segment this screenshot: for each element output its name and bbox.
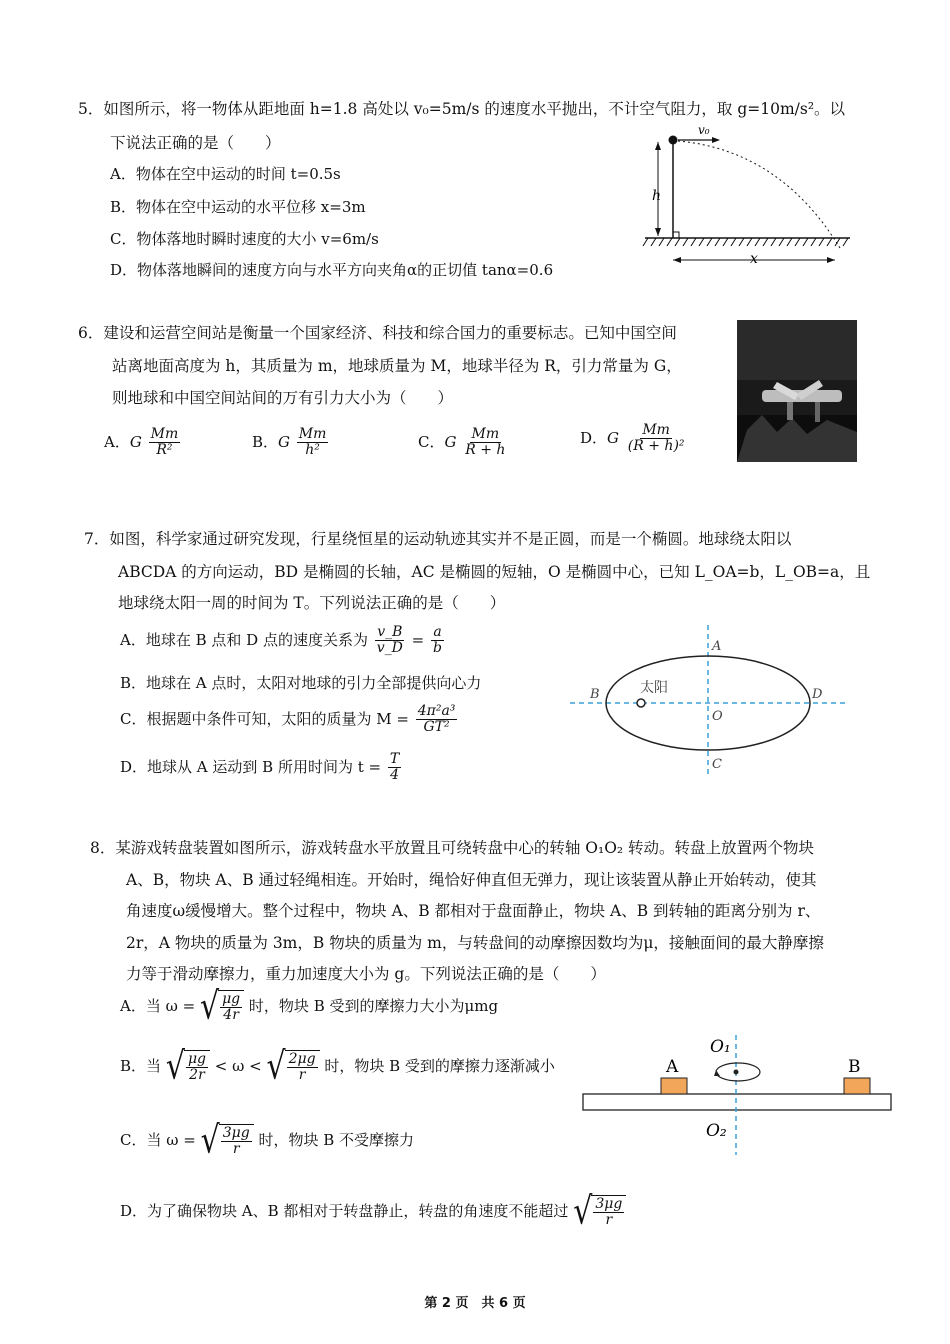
q7-sun-dot (637, 699, 645, 707)
q8-option-c: C．当 ω = √ $\frac{3\mu g}{r}$ 时，物块 B 不受摩擦力 (120, 1118, 415, 1163)
q5-stem-line2: 下说法正确的是（ ） (110, 134, 281, 152)
q5-h-label: h (652, 188, 662, 204)
q6-option-d: D．G $\frac{Mm}{\text{(R + h)²}}$ (580, 422, 685, 455)
q7-option-d: D．地球从 A 运动到 B 所用时间为 t = $\frac{T}{4}$ (120, 751, 400, 784)
q7-point-d: D (812, 687, 823, 702)
q5-right-angle-mark (673, 232, 679, 238)
q5-stem-line1: 5．如图所示，将一物体从距地面 h=1.8 高处以 v₀=5m/s 的速度水平抛出，不计空气阻力，取 g=10m/s²。以 (78, 100, 846, 118)
q8-stem-line2: A、B，物块 A、B 通过轻绳相连。开始时，绳恰好伸直但无弹力，现让该装置从静止开始转动，使其 (126, 871, 817, 889)
q8-stem-line4: 2r，A 物块的质量为 3m，B 物块的质量为 m，与转盘间的动摩擦因数均为μ，接触面间的最大静摩擦 (126, 934, 824, 952)
q5-option-a: A．物体在空中运动的时间 t=0.5s (110, 165, 341, 183)
q8-option-b: B．当 √ $\frac{\mu g}{2r}$ < ω < √ $\frac{2\mu g}{r}$ 时，物块 B 受到的摩擦力逐渐减小 (120, 1044, 555, 1089)
q8-block-b (844, 1078, 870, 1094)
q6-option-a: A．G $\frac{Mm}{\text{R²}}$ (104, 426, 179, 459)
q8-label-a: A (666, 1057, 679, 1077)
q6-option-b: B．G $\frac{Mm}{\text{h²}}$ (252, 426, 327, 459)
q8-turntable-disk (583, 1094, 891, 1110)
q5-ground-hatch (643, 238, 848, 246)
page-footer: 第 2 页 共 6 页 (424, 1296, 526, 1311)
q7-stem-line3: 地球绕太阳一周的时间为 T。下列说法正确的是（ ） (118, 594, 506, 612)
q7-option-b: B．地球在 A 点时，太阳对地球的引力全部提供向心力 (120, 674, 482, 692)
q6-stem-line2: 站离地面高度为 h，其质量为 m，地球质量为 M，地球半径为 R，引力常量为 G， (112, 357, 682, 375)
q8-stem-line5: 力等于滑动摩擦力，重力加速度大小为 g。下列说法正确的是（ ） (126, 965, 606, 983)
q7-point-b: B (590, 687, 600, 702)
space-station-photo (737, 320, 857, 462)
q7-option-c: C．根据题中条件可知，太阳的质量为 M = $\frac{\text{4π²a³}}{\text{GT²}}$ (120, 703, 456, 736)
q8-option-a: A．当 ω = √ $\frac{\mu g}{4r}$ 时，物块 B 受到的摩擦力大小为μmg (120, 984, 499, 1029)
q6-stem-line3: 则地球和中国空间站间的万有引力大小为（ ） (112, 389, 454, 407)
q8-label-b: B (848, 1057, 861, 1077)
q8-label-o2: O₂ (706, 1121, 727, 1141)
q7-option-a: A．地球在 B 点和 D 点的速度关系为 $\frac{v\_B}{v\_D}$ = $\frac{a}{b}$ (120, 624, 442, 657)
q7-stem-line2: ABCDA 的方向运动，BD 是椭圆的长轴，AC 是椭圆的短轴，O 是椭圆中心，已知 L_OA=b，L_OB=a，且 (118, 563, 871, 581)
q8-option-d: D．为了确保物块 A、B 都相对于转盘静止，转盘的角速度不能超过 √ $\frac{3\mu g}{r}$ (120, 1195, 626, 1229)
q5-ball (669, 136, 678, 145)
q5-trajectory (678, 141, 840, 248)
q7-point-o: O (712, 709, 723, 724)
q7-sun-label: 太阳 (640, 680, 668, 696)
q6-stem-line1: 6．建设和运营空间站是衡量一个国家经济、科技和综合国力的重要标志。已知中国空间 (78, 324, 677, 342)
q8-label-o1: O₁ (710, 1037, 731, 1057)
q7-stem-line1: 7．如图，科学家通过研究发现，行星绕恒星的运动轨迹其实并不是正圆，而是一个椭圆。地球绕太阳以 (84, 530, 792, 548)
q5-option-b: B．物体在空中运动的水平位移 x=3m (110, 198, 366, 216)
q5-v0-label: v₀ (698, 123, 710, 137)
q8-block-a (661, 1078, 687, 1094)
q5-option-d: D．物体落地瞬间的速度方向与水平方向夹角α的正切值 tanα=0.6 (110, 261, 554, 279)
q5-projectile-figure (640, 120, 870, 275)
q6-option-c: C．G $\frac{Mm}{R + h}$ (418, 426, 506, 459)
q5-x-label: x (750, 251, 758, 267)
q8-turntable-figure (578, 1030, 898, 1160)
q7-point-c: C (712, 757, 722, 772)
q5-option-c: C．物体落地时瞬时速度的大小 v=6m/s (110, 230, 379, 248)
q8-stem-line3: 角速度ω缓慢增大。整个过程中，物块 A、B 都相对于盘面静止，物块 A、B 到转轴的距离分别为 r、 (126, 902, 821, 920)
q7-ellipse-figure (570, 620, 850, 780)
q8-stem-line1: 8．某游戏转盘装置如图所示，游戏转盘水平放置且可绕转盘中心的转轴 O₁O₂ 转动。转盘上放置两个物块 (90, 839, 815, 857)
q7-point-a: A (712, 639, 722, 654)
